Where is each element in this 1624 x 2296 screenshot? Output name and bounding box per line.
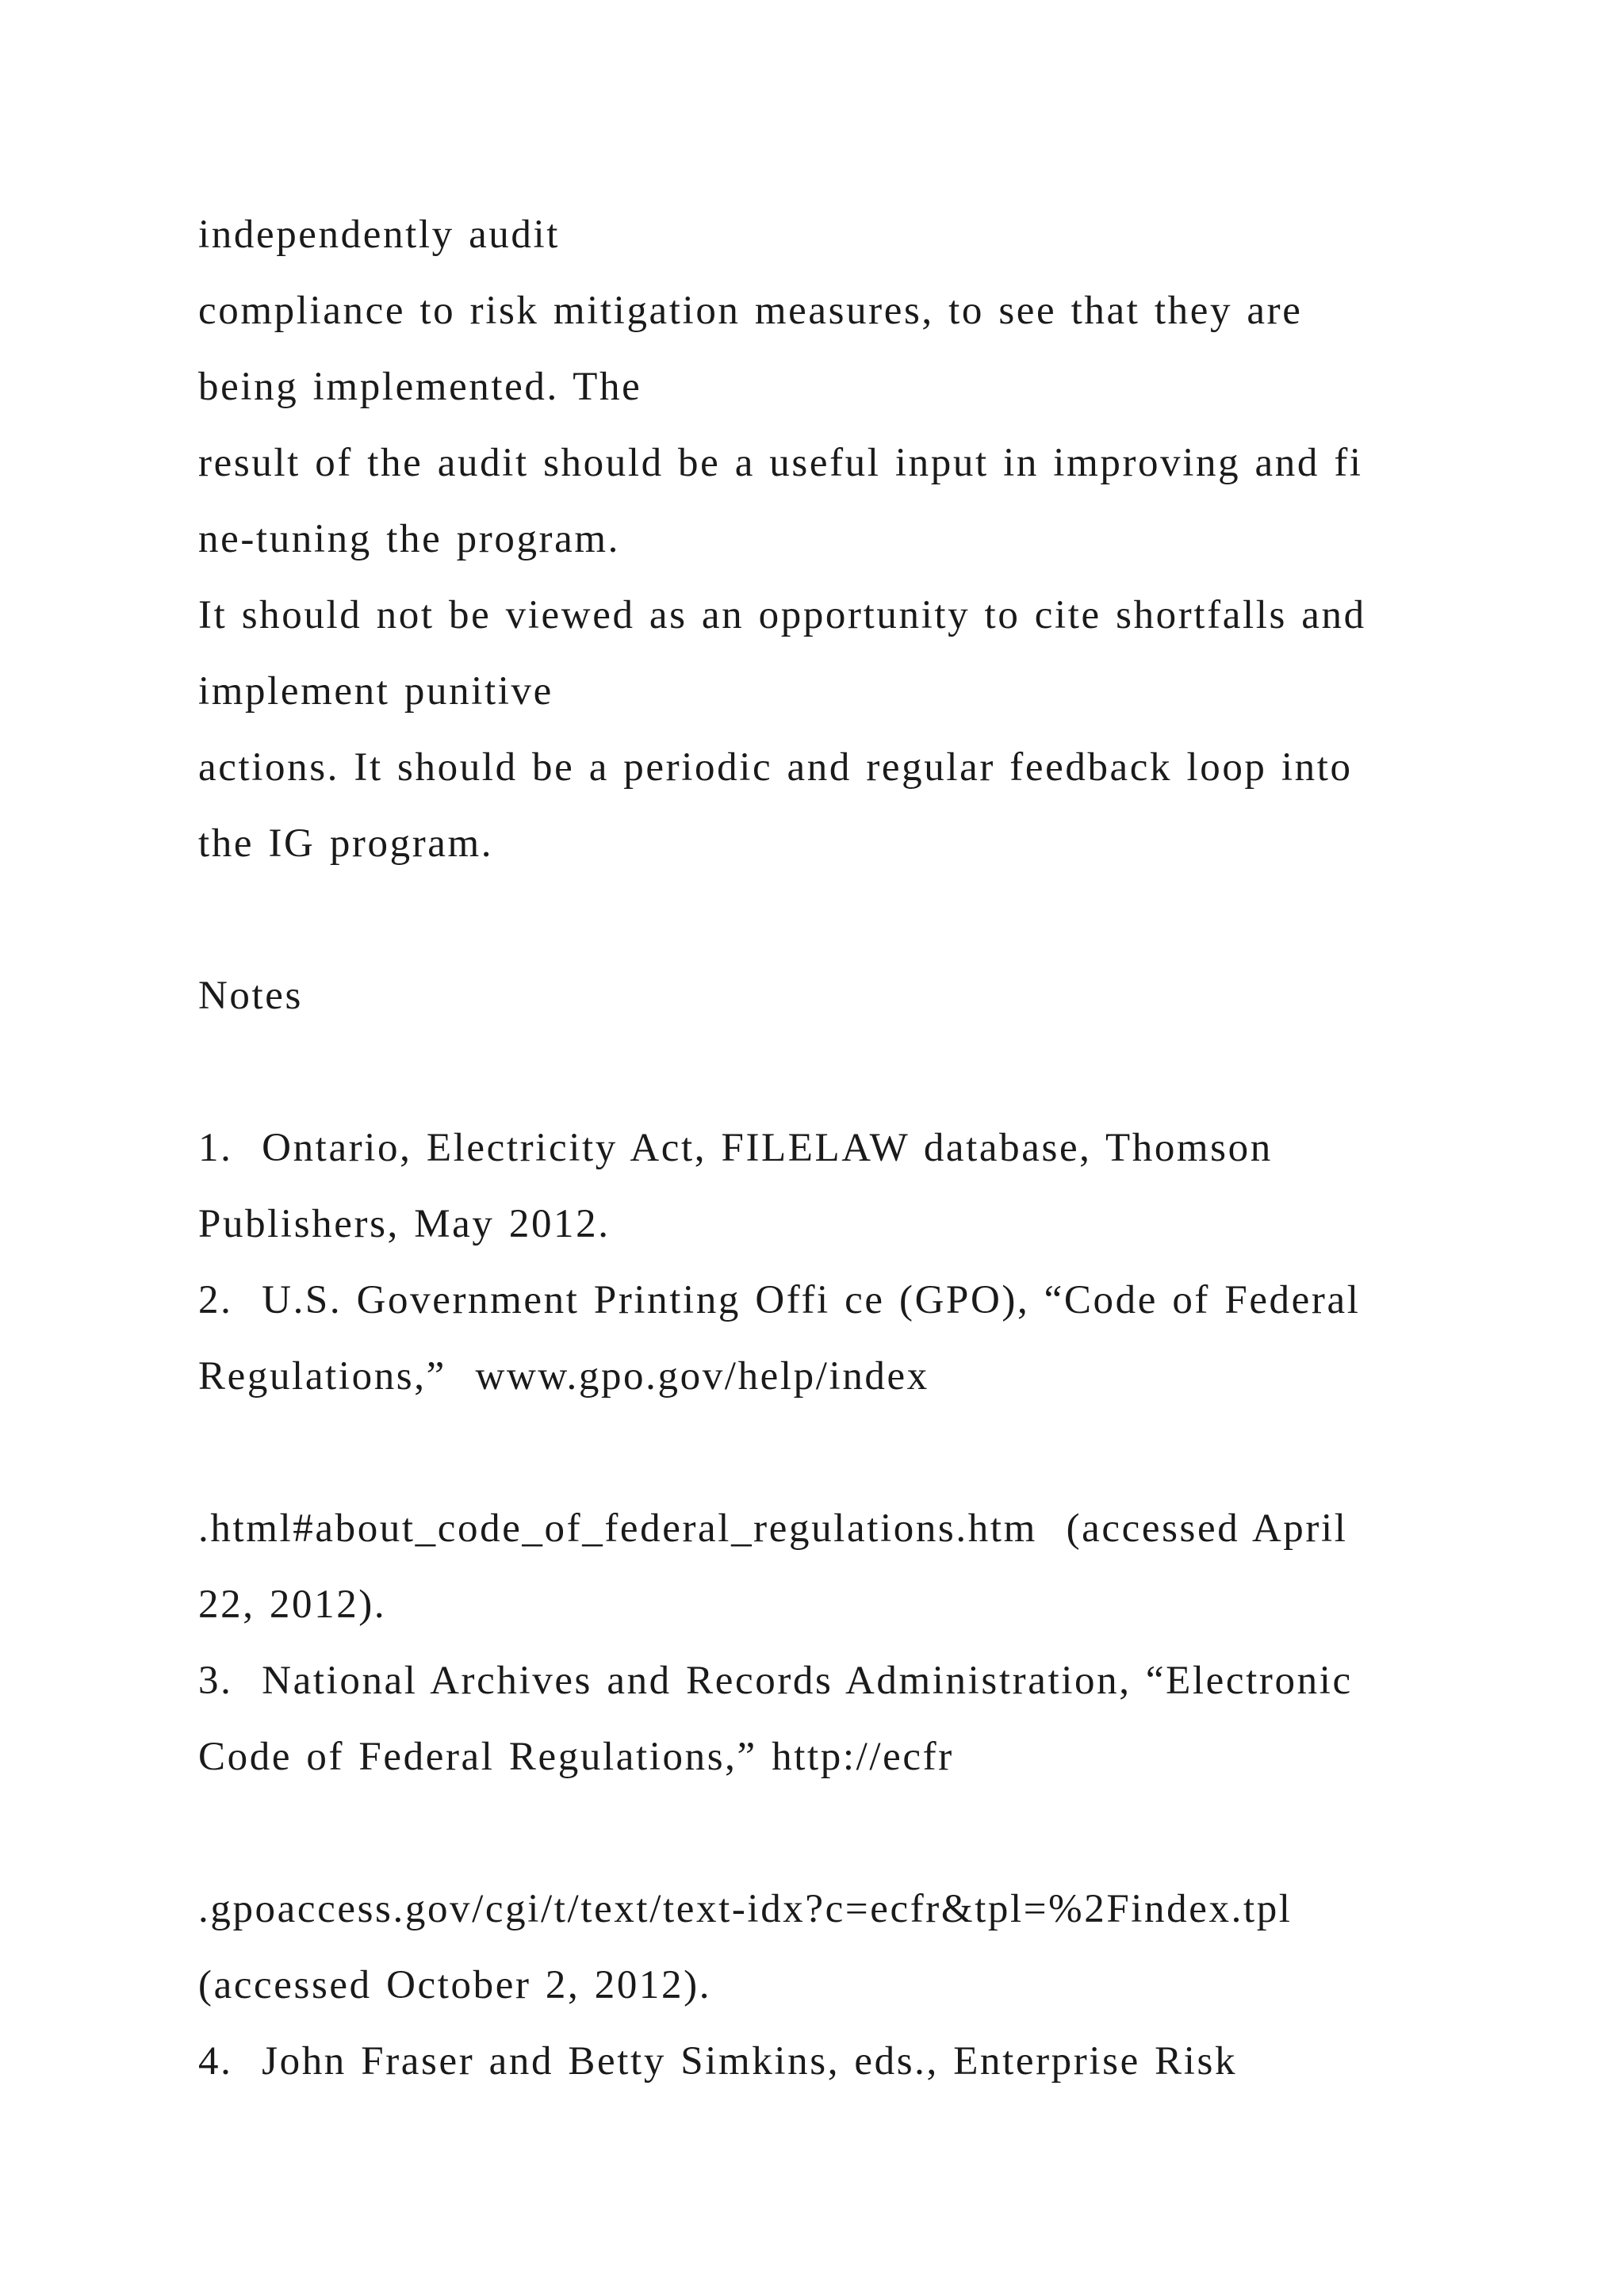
note-line: Code of Federal Regulations,” http://ecfr — [198, 1735, 954, 1779]
note-line: (accessed October 2, 2012). — [198, 1963, 712, 2007]
note-line: Regulations,” www.gpo.gov/help/index — [198, 1354, 929, 1399]
document-body — [198, 197, 1483, 2099]
note-line: 22, 2012). — [198, 1582, 387, 1627]
notes-heading: Notes — [198, 974, 303, 1018]
body-text-line: result of the audit should be a useful input in improving and fi — [198, 441, 1363, 485]
blank-line — [198, 882, 1483, 958]
note-line: 1. Ontario, Electricity Act, FILELAW database, Thomson — [198, 1126, 1273, 1170]
note-line: 3. National Archives and Records Administration, “Electronic — [198, 1659, 1353, 1703]
body-text-line: actions. It should be a periodic and regular feedback loop into — [198, 745, 1353, 790]
blank-line — [198, 1034, 1483, 1110]
body-text-line: being implemented. The — [198, 365, 642, 409]
note-line: 2. U.S. Government Printing Offi ce (GPO), “Code of Federal — [198, 1278, 1361, 1322]
body-text-line: It should not be viewed as an opportunity to cite shortfalls and — [198, 593, 1366, 637]
body-text-line: ne-tuning the program. — [198, 517, 620, 561]
body-text-line: independently audit — [198, 212, 561, 257]
body-text-line: the IG program. — [198, 821, 494, 866]
blank-line — [198, 1795, 1483, 1871]
body-text-line: implement punitive — [198, 669, 553, 714]
note-line: 4. John Fraser and Betty Simkins, eds., Enterprise Risk — [198, 2039, 1238, 2084]
blank-line — [198, 1414, 1483, 1490]
body-text-line: compliance to risk mitigation measures, to see that they are — [198, 289, 1303, 333]
note-line: .gpoaccess.gov/cgi/t/text/text-idx?c=ecfr&tpl=%2Findex.tpl — [198, 1887, 1293, 1931]
note-line: .html#about_code_of_federal_regulations.htm (accessed April — [198, 1506, 1348, 1551]
note-line: Publishers, May 2012. — [198, 1202, 611, 1246]
